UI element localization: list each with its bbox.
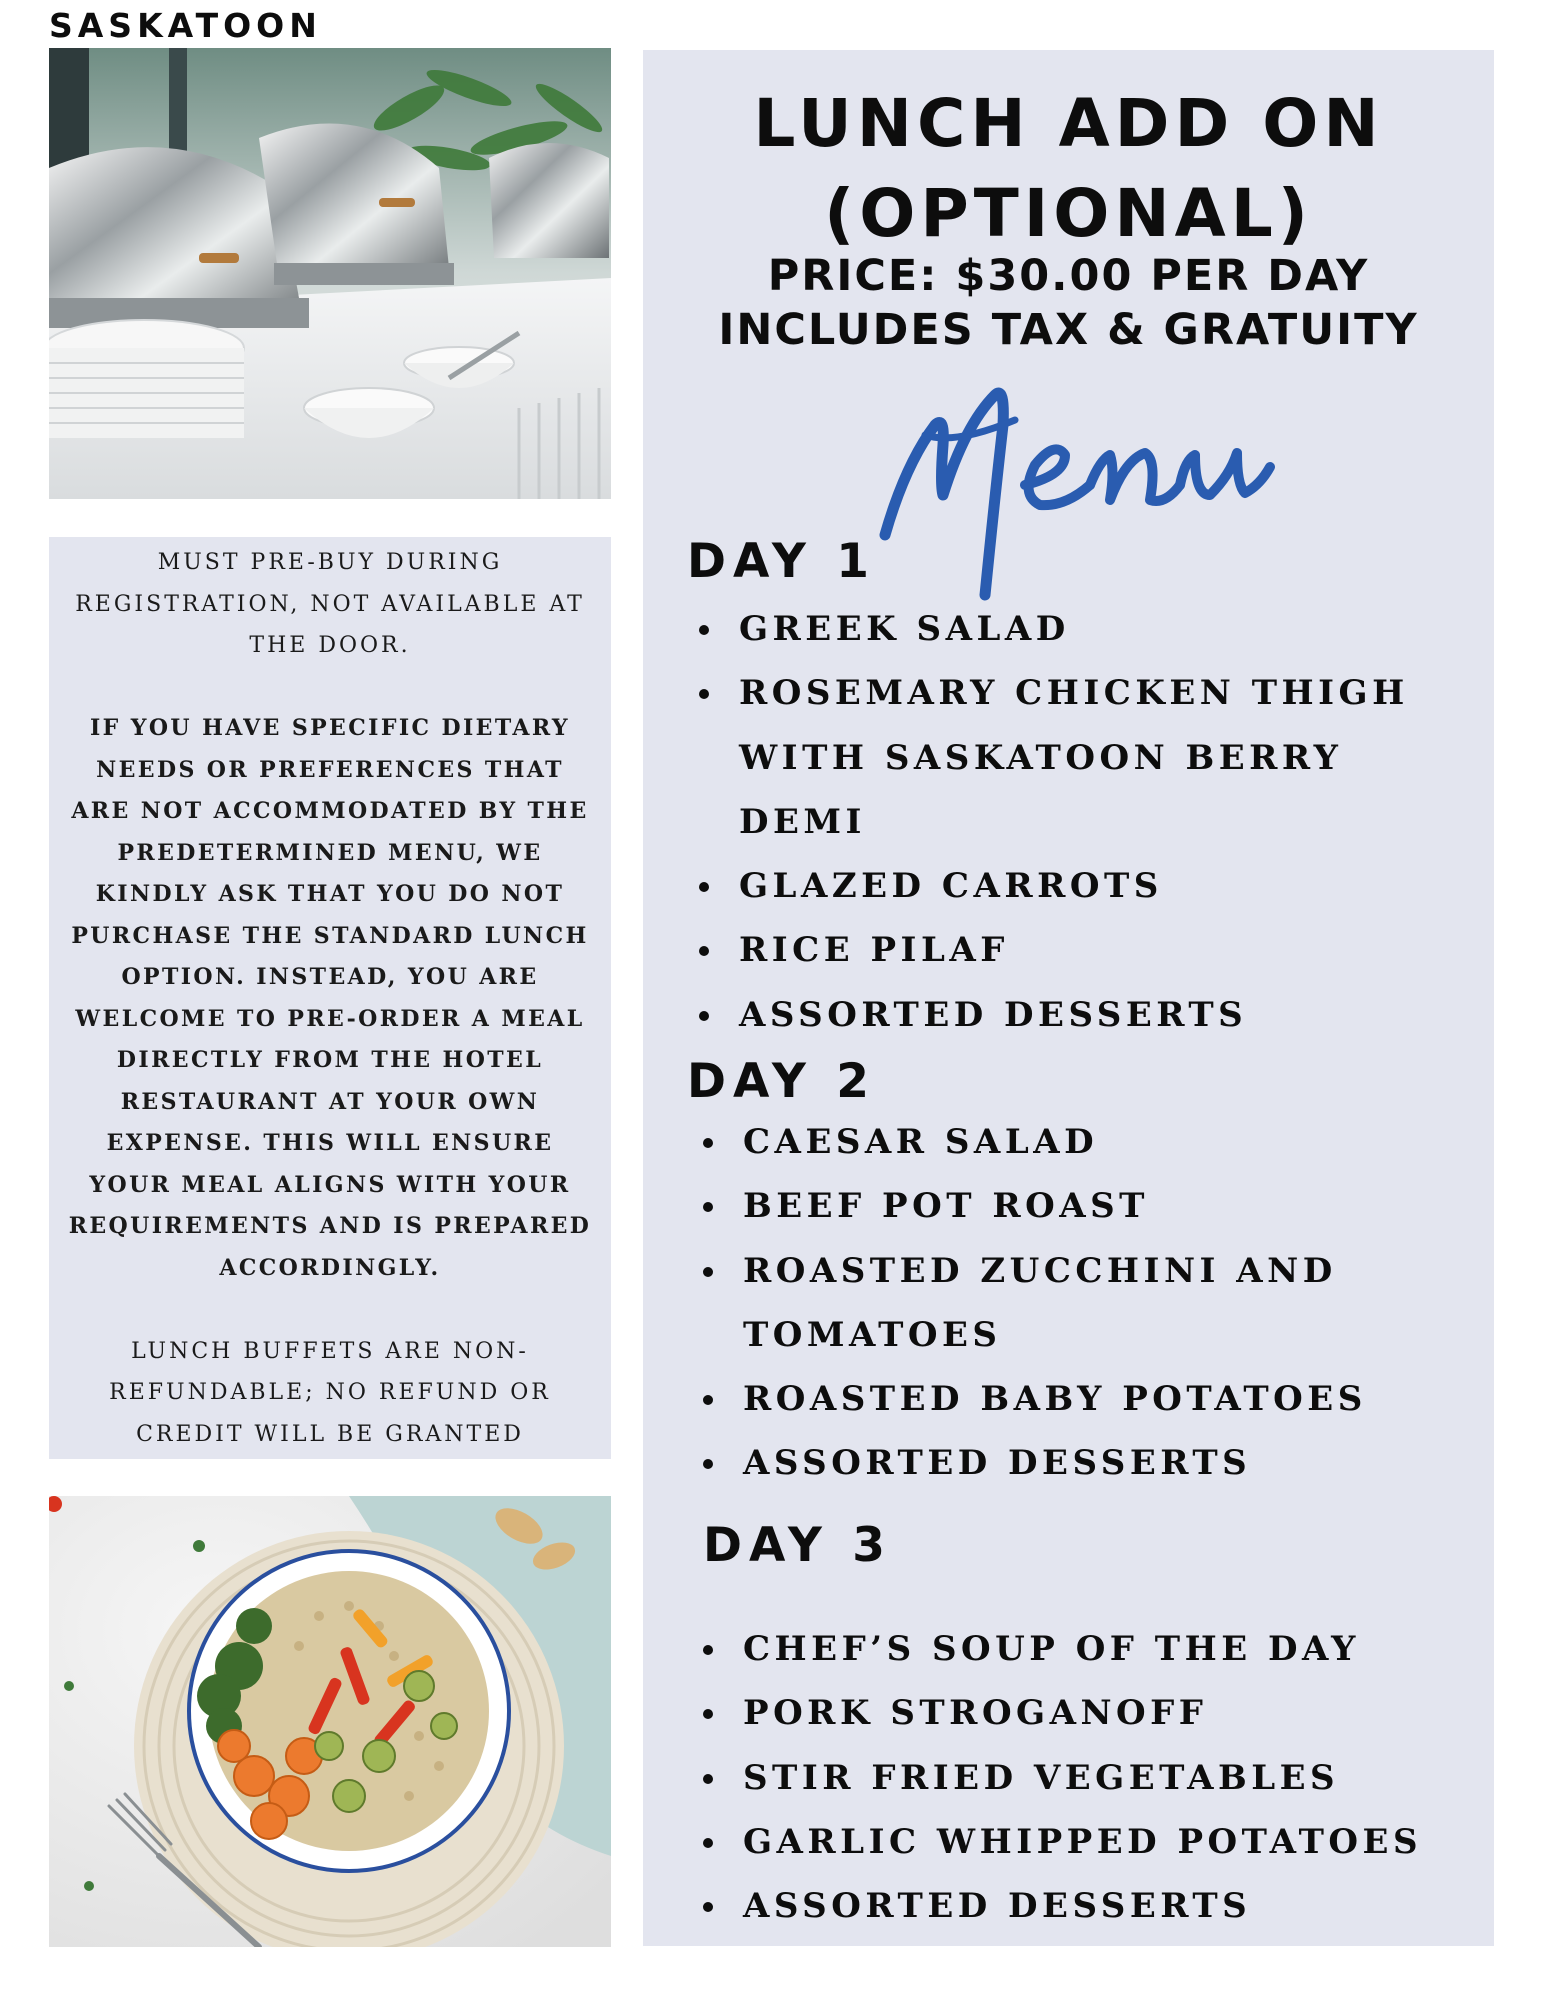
list-item: BEEF POT ROAST [691, 1174, 1471, 1238]
list-item: CAESAR SALAD [691, 1110, 1471, 1174]
menu-panel [643, 50, 1494, 1946]
buffet-illustration [49, 48, 611, 499]
buffet-photo [49, 48, 611, 499]
list-item: STIR FRIED VEGETABLES [691, 1746, 1471, 1810]
list-item: ROASTED ZUCCHINI AND TOMATOES [691, 1239, 1471, 1368]
list-item: ASSORTED DESSERTS [691, 1431, 1471, 1495]
list-item: ASSORTED DESSERTS [691, 1874, 1471, 1938]
list-item: GLAZED CARROTS [687, 854, 1467, 918]
food-bowl-illustration [49, 1496, 611, 1947]
refund-notice: LUNCH BUFFETS ARE NON-REFUNDABLE; NO REFUND OR CREDIT WILL BE GRANTED [109, 1338, 551, 1447]
day-1-list [687, 597, 1467, 1047]
list-item: GREEK SALAD [687, 597, 1467, 661]
list-item: GARLIC WHIPPED POTATOES [691, 1810, 1471, 1874]
list-item: ASSORTED DESSERTS [687, 983, 1467, 1047]
menu-script-logo [865, 335, 1285, 605]
price-line: PRICE: $30.00 PER DAY [767, 251, 1370, 301]
day-1-title: DAY 1 [687, 534, 876, 589]
list-item: ROASTED BABY POTATOES [691, 1367, 1471, 1431]
list-item: ROSEMARY CHICKEN THIGH WITH SASKATOON BERRY DEMI [687, 661, 1467, 854]
list-item: CHEF’S SOUP OF THE DAY [691, 1617, 1471, 1681]
menu-title-line-2: (OPTIONAL) [824, 175, 1313, 252]
food-bowl-photo [49, 1496, 611, 1947]
notice-panel [49, 537, 611, 1459]
day-2-list [691, 1110, 1471, 1496]
day-2-title: DAY 2 [687, 1054, 876, 1109]
city-title: SASKATOON [49, 6, 322, 45]
day-3-title: DAY 3 [703, 1518, 892, 1573]
list-item: PORK STROGANOFF [691, 1681, 1471, 1745]
includes-line: INCLUDES TAX & GRATUITY [718, 305, 1419, 355]
day-3-list [691, 1617, 1471, 1938]
menu-title-line-1: LUNCH ADD ON [753, 85, 1384, 162]
list-item: RICE PILAF [687, 918, 1467, 982]
dietary-notice: IF YOU HAVE SPECIFIC DIETARY NEEDS OR PREFERENCES THAT ARE NOT ACCOMMODATED BY THE PREDETERMINED MENU, WE KINDLY ASK THAT YOU DO NOT PURCHASE THE STANDARD LUNCH OPTION. INSTEAD, YOU ARE WELCOME TO PRE-ORDER A MEAL DIRECTLY FROM THE HOTEL RESTAURANT AT YOUR OWN EXPENSE. THIS WILL ENSURE YOUR MEAL ALIGNS WITH YOUR REQUIREMENTS AND IS PREPARED ACCORDINGLY. [68, 715, 592, 1281]
prebuy-notice: MUST PRE-BUY DURING REGISTRATION, NOT AVAILABLE AT THE DOOR. [75, 550, 585, 658]
